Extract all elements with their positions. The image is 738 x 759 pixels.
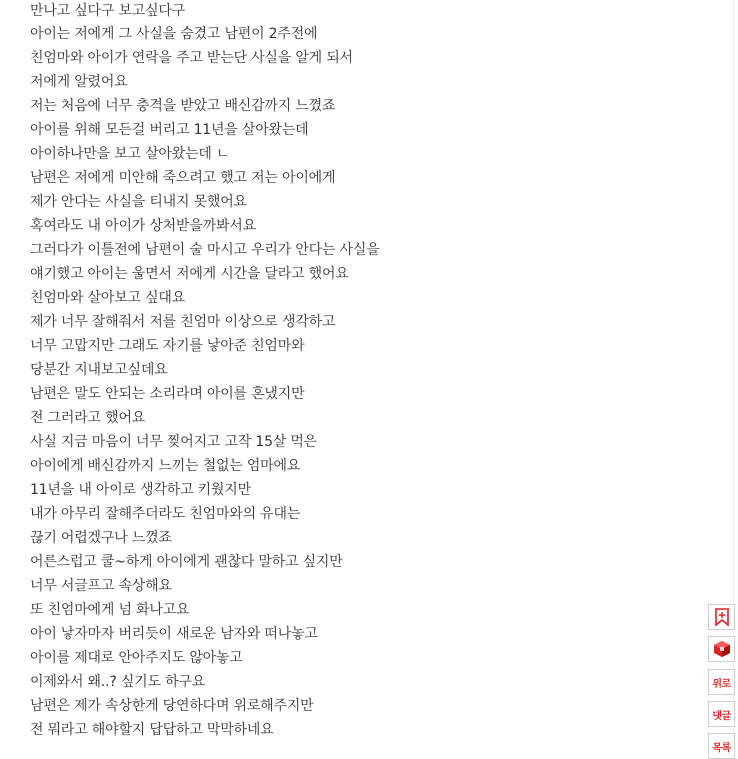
- list-button[interactable]: [708, 733, 735, 759]
- share-button[interactable]: [708, 636, 735, 662]
- post-line: 혹여라도 내 아이가 상처받을까봐서요: [30, 218, 256, 234]
- post-line: 내가 아무리 잘해주더라도 친엄마와의 유대는: [30, 506, 301, 522]
- post-line: 어른스럽고 쿨~하게 아이에게 괜찮다 말하고 싶지만: [30, 554, 343, 570]
- post-line: 만나고 싶다구 보고싶다구: [30, 3, 186, 19]
- post-line: 저는 처음에 너무 충격을 받았고 배신감까지 느꼈죠: [30, 98, 336, 114]
- post-line: 당분간 지내보고싶데요: [30, 362, 168, 378]
- post-line: 이제와서 왜..? 싶기도 하구요: [30, 674, 206, 690]
- post-line: 남편은 말도 안되는 소리라며 아이를 혼냈지만: [30, 386, 305, 402]
- post-line: 너무 고맙지만 그래도 자기를 낳아준 친엄마와: [30, 338, 305, 354]
- post-line: 사실 지금 마음이 너무 찢어지고 고작 15살 먹은: [30, 434, 317, 450]
- post-line: 아이를 제대로 안아주지도 않아놓고: [30, 650, 243, 666]
- list-label: 목록: [712, 742, 731, 754]
- post-line: 아이는 저에게 그 사실을 숨겼고 남편이 2주전에: [30, 26, 318, 42]
- post-line: 또 친엄마에게 넘 화나고요: [30, 602, 190, 618]
- post-line: 남편은 제가 속상한게 당연하다며 위로해주지만: [30, 698, 314, 714]
- post-line: 전 그러라고 했어요: [30, 410, 146, 426]
- cube-share-icon: [713, 640, 731, 658]
- post-line: 그러다가 이틀전에 남편이 술 마시고 우리가 안다는 사실을: [30, 242, 380, 258]
- post-line: 전 뭐라고 해야할지 답답하고 막막하네요: [30, 722, 274, 738]
- post-line: 제가 너무 잘해줘서 저를 친엄마 이상으로 생각하고: [30, 314, 336, 330]
- post-line: 얘기했고 아이는 울면서 저에게 시간을 달라고 했어요: [30, 266, 349, 282]
- bookmark-button[interactable]: [708, 604, 735, 630]
- post-line: 끊기 어렵겠구나 느꼈죠: [30, 530, 172, 546]
- scroll-up-button[interactable]: [708, 669, 735, 695]
- comment-label: 댓글: [712, 710, 731, 722]
- post-body: [30, 0, 690, 742]
- post-line: 남편은 저에게 미안해 죽으려고 했고 저는 아이에게: [30, 170, 336, 186]
- post-line: 아이하나만을 보고 살아왔는데 ㄴ: [30, 146, 230, 162]
- comment-button[interactable]: [708, 701, 735, 727]
- post-line: 아이에게 배신감까지 느끼는 철없는 엄마에요: [30, 458, 301, 474]
- post-line: 친엄마와 아이가 연락을 주고 받는단 사실을 알게 되서: [30, 50, 353, 66]
- post-line: 아이 낳자마자 버리듯이 새로운 남자와 떠나놓고: [30, 626, 318, 642]
- post-line: 11년을 내 아이로 생각하고 키웠지만: [30, 482, 251, 498]
- post-line: 제가 안다는 사실을 티내지 못했어요: [30, 194, 247, 210]
- content-divider: [733, 0, 734, 745]
- bookmark-icon: [714, 608, 730, 626]
- post-line: 아이를 위해 모든걸 버리고 11년을 살아왔는데: [30, 122, 309, 138]
- post-line: 너무 서글프고 속상해요: [30, 578, 172, 594]
- scroll-up-label: 위로: [712, 678, 731, 690]
- post-line: 저에게 알렸어요: [30, 74, 128, 90]
- post-line: 친엄마와 살아보고 싶대요: [30, 290, 186, 306]
